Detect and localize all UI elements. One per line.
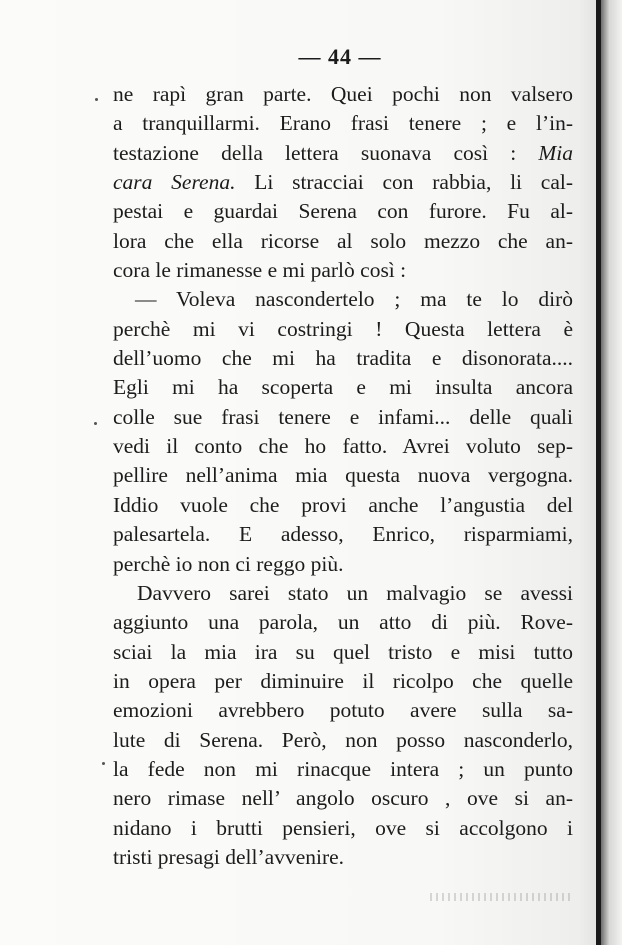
text-line-11: Egli mi ha scoperta e mi insulta ancora <box>113 375 573 400</box>
text-line-2: a tranquillarmi. Erano frasi tenere ; e l’in- <box>113 111 573 136</box>
text-line-19: aggiunto una parola, un atto di più. Rove- <box>113 610 573 635</box>
text-line-14: pellire nell’anima mia questa nuova vergogna. <box>113 463 573 488</box>
text-line-4-italic: cara Serena. <box>113 170 236 195</box>
text-line-13: vedi il conto che ho fatto. Avrei voluto sep- <box>113 434 573 459</box>
text-line-15: Iddio vuole che provi anche l’angustia del <box>113 492 573 517</box>
text-line-26: nidano i brutti pensieri, ove si accolgono i <box>113 815 573 840</box>
ink-speck <box>95 98 98 101</box>
text-line-20: sciai la mia ira su quel tristo e misi tutto <box>113 639 573 664</box>
text-line-3-roman: testazione della lettera suonava così : <box>113 140 517 165</box>
text-line-17: perchè io non ci reggo più. <box>113 551 344 576</box>
text-line-12: colle sue frasi tenere e infami... delle quali <box>113 404 573 429</box>
text-line-21: in opera per diminuire il ricolpo che quelle <box>113 668 573 693</box>
text-line-5: pestai e guardai Serena con furore. Fu al- <box>113 199 573 224</box>
text-line-7: cora le rimanesse e mi parlò così : <box>113 258 407 283</box>
text-line-16: palesartela. E adesso, Enrico, risparmiami, <box>113 522 573 547</box>
text-line-8: — Voleva nascondertelo ; ma te lo dirò <box>135 287 573 312</box>
page-number: — 44 — <box>298 44 382 69</box>
text-line-3-italic: Mia <box>538 140 573 165</box>
text-line-3 <box>113 139 573 168</box>
text-line-23: lute di Serena. Però, non posso nasconderlo, <box>113 727 573 752</box>
text-line-22: emozioni avrebbero potuto avere sulla sa- <box>113 698 573 723</box>
text-line-27: tristi presagi dell’avvenire. <box>113 844 345 869</box>
text-line-6: lora che ella ricorse al solo mezzo che an- <box>113 228 573 253</box>
text-line-24: la fede non mi rinacque intera ; un punto <box>113 756 573 781</box>
text-line-1: ne rapì gran parte. Quei pochi non valsero <box>113 82 573 106</box>
text-line-9: perchè mi vi costringi ! Questa lettera è <box>113 316 573 341</box>
text-line-4 <box>113 168 573 197</box>
page-edge-shadow <box>601 0 622 945</box>
text-line-4-roman: Li stracciai con rabbia, li cal- <box>254 170 574 195</box>
text-line-25: nero rimase nell’ angolo oscuro , ove si an- <box>113 786 573 811</box>
text-line-10: dell’uomo che mi ha tradita e disonorata.... <box>113 346 573 371</box>
text-line-18: Davvero sarei stato un malvagio se avessi <box>137 580 573 605</box>
bleed-through-mark <box>430 893 570 901</box>
body-text <box>113 80 573 872</box>
ink-speck <box>94 422 97 425</box>
ink-speck <box>102 762 105 765</box>
